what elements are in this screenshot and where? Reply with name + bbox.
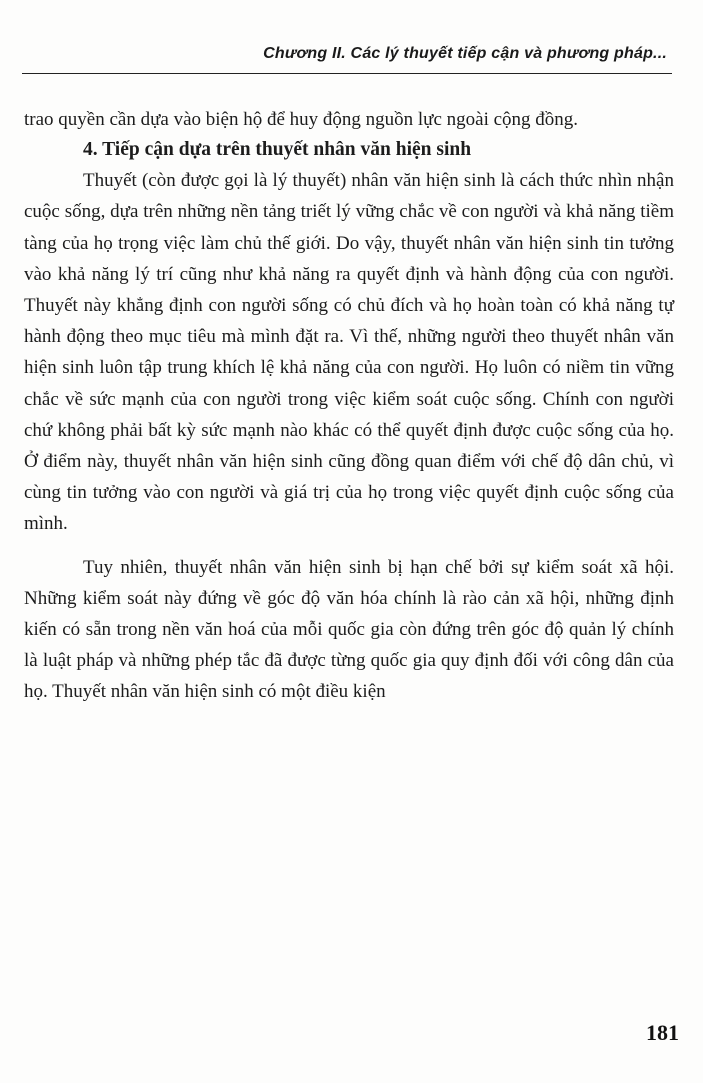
continued-paragraph: trao quyền cần dựa vào biện hộ để huy động nguồn lực ngoài cộng đồng.: [24, 109, 579, 130]
section-heading: 4. Tiếp cận dựa trên thuyết nhân văn hiện sinh: [83, 139, 472, 161]
paragraph-2: Tuy nhiên, thuyết nhân văn hiện sinh bị hạn chế bởi sự kiểm soát xã hội. Những kiểm soát này đứng về góc độ văn hóa chính là rào cản xã hội, những định kiến có sẵn trong nền văn hoá của mỗi quốc gia còn đứng trên góc độ quản lý chính là luật pháp và những phép tắc đã được từng quốc gia quy định đối với công dân của họ. Thuyết nhân văn hiện sinh có một điều kiện: [24, 556, 674, 703]
header-divider: [22, 73, 672, 74]
page-number: 181: [646, 1020, 679, 1045]
paragraph-1: Thuyết (còn được gọi là lý thuyết) nhân văn hiện sinh là cách thức nhìn nhận cuộc sống, dựa trên những nền tảng triết lý vững chắc về con người và khả năng tiềm tàng của họ trọng việc làm chủ thế giới. Do vậy, thuyết nhân văn hiện sinh tin tưởng vào khả năng lý trí cũng như khả năng ra quyết định và hành động của con người. Thuyết này khẳng định con người sống có chủ đích và họ hoàn toàn có khả năng tự hành động theo mục tiêu mà mình đặt ra. Vì thế, những người theo thuyết nhân văn hiện sinh luôn tập trung khích lệ khả năng của con người. Họ luôn có niềm tin vững chắc về sức mạnh của con người trong việc kiểm soát cuộc sống. Chính con người chứ không phải bất kỳ sức mạnh nào khác có thể quyết định được cuộc sống của họ. Ở điểm này, thuyết nhân văn hiện sinh cũng đồng quan điểm với chế độ dân chủ, vì cùng tin tưởng vào con người và giá trị của họ trong việc quyết định cuộc sống của mình.: [24, 170, 674, 535]
body-text: [24, 104, 674, 708]
running-header: Chương II. Các lý thuyết tiếp cận và phương pháp...: [263, 45, 667, 62]
